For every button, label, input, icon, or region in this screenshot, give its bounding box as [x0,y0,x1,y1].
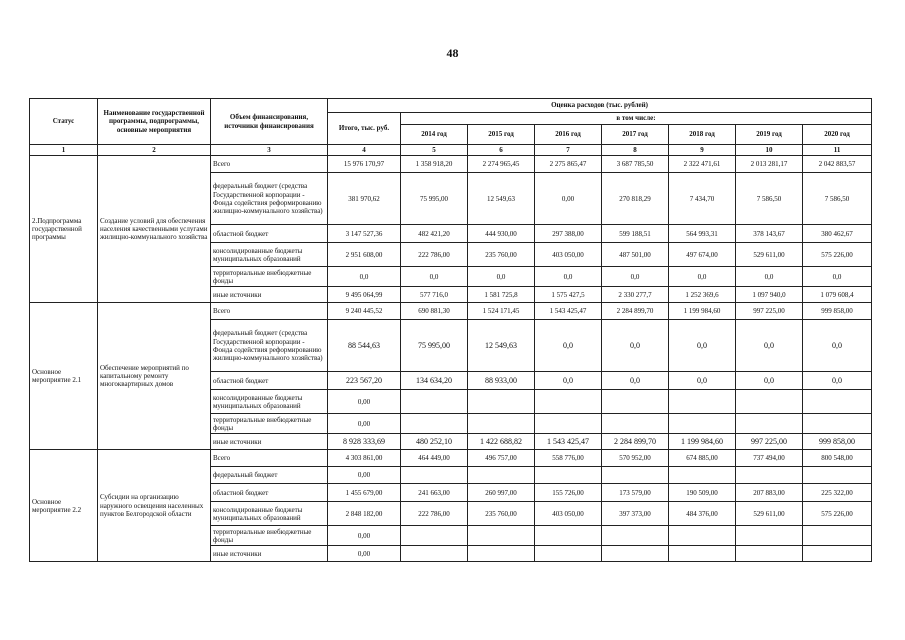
status-cell: Основное мероприятие 2.2 [30,450,98,562]
table-header [30,99,872,156]
source-cell: консолидированные бюджеты муниципальных образований [211,243,328,267]
year-value-cell: 564 993,31 [669,225,736,243]
source-cell: иные источники [211,434,328,450]
year-value-cell: 570 952,00 [602,450,669,467]
year-value-cell [401,467,468,484]
year-value-cell: 800 548,00 [803,450,872,467]
year-value-cell: 1 199 984,60 [669,434,736,450]
year-value-cell: 1 422 688,82 [468,434,535,450]
year-value-cell: 0,0 [736,372,803,390]
column-number: 6 [468,145,535,156]
year-value-cell [602,526,669,546]
year-value-cell: 737 494,00 [736,450,803,467]
year-value-cell: 1 524 171,45 [468,303,535,320]
year-value-cell [535,414,602,434]
total-cell: 0,00 [328,390,401,414]
year-value-cell: 997 225,00 [736,434,803,450]
year-value-cell [669,526,736,546]
year-value-cell [468,546,535,562]
year-header: 2020 год [803,125,872,145]
year-value-cell: 444 930,00 [468,225,535,243]
year-value-cell: 155 726,00 [535,484,602,502]
column-number: 5 [401,145,468,156]
source-cell: территориальные внебюджетные фонды [211,267,328,287]
year-value-cell [803,390,872,414]
year-value-cell [736,467,803,484]
year-value-cell: 497 674,00 [669,243,736,267]
year-value-cell [602,414,669,434]
year-value-cell [401,546,468,562]
year-value-cell [401,390,468,414]
year-value-cell: 487 501,00 [602,243,669,267]
column-number: 8 [602,145,669,156]
year-value-cell: 2 042 883,57 [803,156,872,173]
column-number: 11 [803,145,872,156]
year-value-cell: 0,0 [669,372,736,390]
year-value-cell: 496 757,00 [468,450,535,467]
year-value-cell: 88 933,00 [468,372,535,390]
year-value-cell: 222 786,00 [401,502,468,526]
year-value-cell: 0,0 [468,267,535,287]
table-row [30,303,872,320]
name-cell: Субсидии на организацию наружного освещения населенных пунктов Белгородской области [98,450,211,562]
source-cell: Всего [211,450,328,467]
total-cell: 2 848 182,00 [328,502,401,526]
year-value-cell: 222 786,00 [401,243,468,267]
budget-table [29,98,872,562]
year-value-cell: 2 275 865,47 [535,156,602,173]
year-value-cell: 7 434,70 [669,173,736,225]
total-cell: 9 240 445,52 [328,303,401,320]
year-value-cell [602,467,669,484]
year-value-cell: 997 225,00 [736,303,803,320]
total-cell: 0,00 [328,526,401,546]
year-value-cell: 225 322,00 [803,484,872,502]
year-value-cell: 482 421,20 [401,225,468,243]
year-value-cell: 0,0 [736,320,803,372]
year-value-cell: 1 543 425,47 [535,303,602,320]
year-value-cell [535,390,602,414]
year-value-cell: 577 716,0 [401,287,468,303]
year-value-cell: 2 013 281,17 [736,156,803,173]
year-value-cell: 397 373,00 [602,502,669,526]
year-value-cell: 529 611,00 [736,243,803,267]
year-value-cell [736,526,803,546]
total-cell: 15 976 170,97 [328,156,401,173]
year-value-cell: 0,0 [602,372,669,390]
year-value-cell [669,414,736,434]
source-cell: федеральный бюджет [211,467,328,484]
year-value-cell: 1 097 940,0 [736,287,803,303]
year-value-cell: 464 449,00 [401,450,468,467]
year-value-cell: 1 199 984,60 [669,303,736,320]
status-cell: Основное мероприятие 2.1 [30,303,98,450]
year-value-cell: 0,0 [401,267,468,287]
total-cell: 223 567,20 [328,372,401,390]
source-cell: областной бюджет [211,372,328,390]
year-value-cell: 0,0 [535,267,602,287]
year-value-cell: 575 226,00 [803,502,872,526]
column-number: 2 [98,145,211,156]
year-value-cell: 0,0 [535,320,602,372]
total-cell: 0,00 [328,414,401,434]
year-value-cell: 0,0 [803,320,872,372]
year-value-cell [401,526,468,546]
year-value-cell [669,467,736,484]
column-number: 7 [535,145,602,156]
estimate-header: Оценка расходов (тыс. рублей) [328,99,872,113]
total-header: Итого, тыс. руб. [328,113,401,145]
table-body [30,156,872,562]
year-header: 2017 год [602,125,669,145]
year-value-cell [736,546,803,562]
year-value-cell [535,526,602,546]
year-value-cell: 207 883,00 [736,484,803,502]
year-header: 2018 год [669,125,736,145]
source-cell: областной бюджет [211,225,328,243]
year-value-cell: 0,0 [736,267,803,287]
year-value-cell: 0,0 [669,320,736,372]
year-value-cell [535,546,602,562]
year-value-cell: 75 995,00 [401,320,468,372]
year-value-cell: 529 611,00 [736,502,803,526]
total-cell: 381 970,62 [328,173,401,225]
year-value-cell: 260 997,00 [468,484,535,502]
year-value-cell: 1 358 918,20 [401,156,468,173]
total-cell: 2 951 608,00 [328,243,401,267]
total-cell: 0,0 [328,267,401,287]
source-cell: консолидированные бюджеты муниципальных образований [211,390,328,414]
including-header: в том числе: [401,113,872,125]
column-number-row [30,145,872,156]
year-value-cell: 403 050,00 [535,243,602,267]
year-value-cell [468,526,535,546]
column-number: 9 [669,145,736,156]
table-row [30,156,872,173]
year-value-cell [535,467,602,484]
year-value-cell: 2 284 899,70 [602,303,669,320]
year-value-cell: 690 881,30 [401,303,468,320]
source-cell: иные источники [211,287,328,303]
source-cell: территориальные внебюджетные фонды [211,414,328,434]
year-value-cell [736,390,803,414]
year-value-cell: 1 252 369,6 [669,287,736,303]
year-value-cell: 0,0 [669,267,736,287]
source-cell: иные источники [211,546,328,562]
year-value-cell: 0,00 [535,173,602,225]
status-cell: 2.Подпрограмма государственной программы [30,156,98,303]
total-cell: 0,00 [328,467,401,484]
source-cell: территориальные внебюджетные фонды [211,526,328,546]
year-value-cell: 7 586,50 [736,173,803,225]
year-value-cell: 0,0 [535,372,602,390]
table-row [30,450,872,467]
year-value-cell [602,546,669,562]
year-value-cell: 12 549,63 [468,320,535,372]
name-cell: Обеспечение мероприятий по капитальному ремонту многоквартирных домов [98,303,211,450]
year-value-cell: 0,0 [803,372,872,390]
total-cell: 1 455 679,00 [328,484,401,502]
year-value-cell: 134 634,20 [401,372,468,390]
source-cell: Всего [211,303,328,320]
year-value-cell: 380 462,67 [803,225,872,243]
year-value-cell: 2 330 277,7 [602,287,669,303]
column-number: 1 [30,145,98,156]
year-value-cell [803,546,872,562]
page-number: 48 [446,46,459,60]
year-value-cell [803,526,872,546]
year-value-cell: 575 226,00 [803,243,872,267]
year-value-cell: 480 252,10 [401,434,468,450]
year-value-cell: 235 760,00 [468,243,535,267]
year-value-cell [736,414,803,434]
year-value-cell [602,390,669,414]
year-value-cell: 3 687 785,50 [602,156,669,173]
year-value-cell: 1 581 725,8 [468,287,535,303]
year-value-cell: 0,0 [803,267,872,287]
total-cell: 0,00 [328,546,401,562]
year-value-cell: 2 284 899,70 [602,434,669,450]
name-header: Наименование государственной программы, подпрограммы, основные мероприятия [98,99,211,145]
source-cell: консолидированные бюджеты муниципальных образований [211,502,328,526]
year-value-cell: 173 579,00 [602,484,669,502]
total-cell: 88 544,63 [328,320,401,372]
status-header: Статус [30,99,98,145]
year-value-cell [468,467,535,484]
year-value-cell [669,546,736,562]
year-value-cell: 378 143,67 [736,225,803,243]
year-value-cell: 297 388,00 [535,225,602,243]
total-cell: 9 495 064,99 [328,287,401,303]
year-value-cell: 270 818,29 [602,173,669,225]
column-number: 10 [736,145,803,156]
year-value-cell: 12 549,63 [468,173,535,225]
year-value-cell: 599 188,51 [602,225,669,243]
year-value-cell: 2 322 471,61 [669,156,736,173]
year-value-cell: 190 509,00 [669,484,736,502]
column-number: 4 [328,145,401,156]
year-value-cell: 75 995,00 [401,173,468,225]
year-value-cell: 484 376,00 [669,502,736,526]
year-value-cell [803,467,872,484]
year-value-cell: 1 079 608,4 [803,287,872,303]
column-number: 3 [211,145,328,156]
year-value-cell: 674 885,00 [669,450,736,467]
year-value-cell: 0,0 [602,320,669,372]
source-header: Объем финансирования, источники финансирования [211,99,328,145]
year-value-cell [468,414,535,434]
year-value-cell: 2 274 965,45 [468,156,535,173]
year-value-cell: 7 586,50 [803,173,872,225]
year-value-cell [669,390,736,414]
source-cell: Всего [211,156,328,173]
source-cell: федеральный бюджет (средства Государственной корпорации - Фонда содействия реформированию жилищно-коммунального хозяйства) [211,320,328,372]
year-value-cell: 999 858,00 [803,303,872,320]
year-header: 2014 год [401,125,468,145]
year-value-cell [803,414,872,434]
year-value-cell: 558 776,00 [535,450,602,467]
year-value-cell: 1 543 425,47 [535,434,602,450]
total-cell: 4 303 861,00 [328,450,401,467]
year-value-cell: 999 858,00 [803,434,872,450]
year-header: 2015 год [468,125,535,145]
total-cell: 8 928 333,69 [328,434,401,450]
year-value-cell [401,414,468,434]
total-cell: 3 147 527,36 [328,225,401,243]
source-cell: областной бюджет [211,484,328,502]
year-value-cell: 0,0 [602,267,669,287]
year-header: 2016 год [535,125,602,145]
year-value-cell: 241 663,00 [401,484,468,502]
year-value-cell: 1 575 427,5 [535,287,602,303]
year-value-cell: 235 760,00 [468,502,535,526]
name-cell: Создание условий для обеспечения населения качественными услугами жилищно-коммунального хозяйства [98,156,211,303]
year-header: 2019 год [736,125,803,145]
source-cell: федеральный бюджет (средства Государственной корпорации - Фонда содействия реформированию жилищно-коммунального хозяйства) [211,173,328,225]
year-value-cell: 403 050,00 [535,502,602,526]
year-value-cell [468,390,535,414]
